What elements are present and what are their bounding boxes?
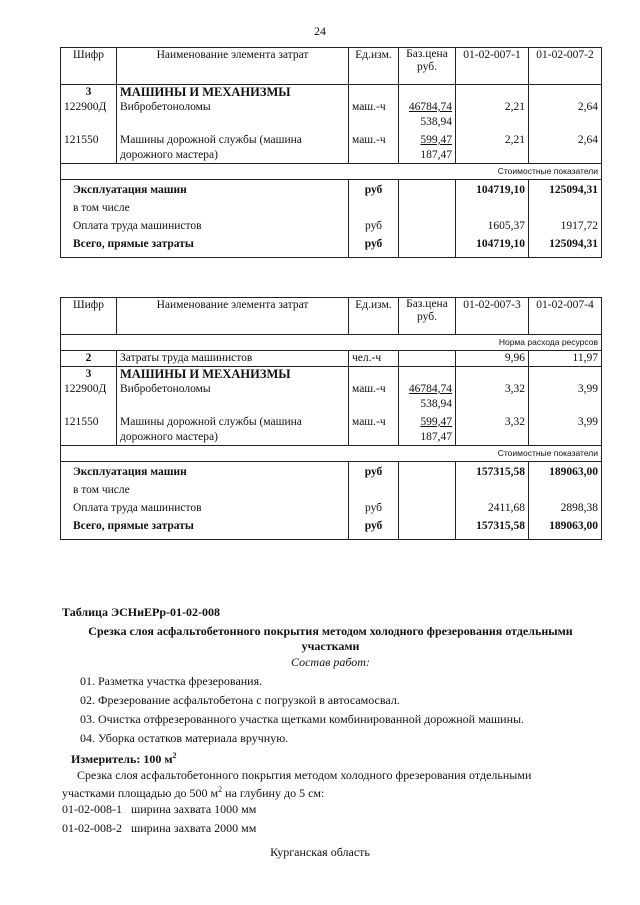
row-value-2: 2,64 — [529, 100, 602, 130]
section-title: МАШИНЫ И МЕХАНИЗМЫ — [117, 85, 349, 101]
cost-value-1: 2411,68 — [456, 498, 529, 516]
row-unit: маш.-ч — [349, 382, 399, 412]
cost-row — [61, 216, 602, 234]
row-value-2: 11,97 — [529, 351, 602, 367]
section-number: 3 — [61, 367, 117, 383]
norm-caption: Норма расхода ресурсов — [61, 335, 602, 351]
header-col1: 01-02-007-3 — [456, 298, 529, 335]
header-base-price: Баз.цена руб. — [399, 298, 456, 335]
header-base-price: Баз.цена руб. — [399, 48, 456, 85]
header-code: Шифр — [61, 48, 117, 85]
section-row — [61, 367, 602, 383]
price-bottom: 187,47 — [420, 149, 452, 161]
row-value-1: 2,21 — [456, 130, 529, 164]
cost-caption: Стоимостные показатели — [61, 446, 602, 462]
cost-caption-row — [61, 164, 602, 180]
table-label: Таблица ЭСНиЕРр-01-02-008 — [62, 605, 221, 619]
cost-row — [61, 516, 602, 540]
cost-row — [61, 462, 602, 481]
price-top: 599,47 — [420, 416, 452, 428]
section-title-line-1: Срезка слоя асфальтобетонного покрытия методом холодного фрезерования отдельными — [88, 624, 573, 638]
cost-value-2: 125094,31 — [529, 180, 602, 199]
cost-value-1: 104719,10 — [456, 234, 529, 258]
cost-value-2: 1917,72 — [529, 216, 602, 234]
cost-name: Всего, прямые затраты — [61, 516, 349, 540]
variant-text: ширина захвата 1000 мм — [131, 802, 257, 816]
price-top: 599,47 — [420, 134, 452, 146]
footer-region: Курганская область — [270, 845, 370, 859]
resource-table-1 — [60, 47, 602, 258]
cost-row — [61, 180, 602, 199]
cost-unit: руб — [349, 498, 399, 516]
cost-name: в том числе — [61, 480, 349, 498]
price-bottom: 538,94 — [420, 398, 452, 410]
row-code: 122900Д — [61, 100, 117, 130]
work-item: 04. Уборка остатков материала вручную. — [80, 731, 289, 745]
page-number: 24 — [314, 24, 326, 38]
header-unit: Ед.изм. — [349, 298, 399, 335]
row-name: Вибробетоноломы — [117, 382, 349, 412]
work-item: 02. Фрезерование асфальтобетона с погрузкой в автосамосвал. — [80, 693, 400, 707]
variant-row — [62, 801, 256, 817]
cost-unit: руб — [349, 234, 399, 258]
variant-text: ширина захвата 2000 мм — [131, 821, 257, 835]
row-name: Машины дорожной службы (машина дорожного мастера) — [117, 130, 349, 164]
table-header-row — [61, 48, 602, 85]
header-col2: 01-02-007-2 — [529, 48, 602, 85]
resource-table-2 — [60, 297, 602, 540]
cost-name: Оплата труда машинистов — [61, 216, 349, 234]
table-row — [61, 100, 602, 130]
cost-value-2: 189063,00 — [529, 516, 602, 540]
row-unit: чел.-ч — [349, 351, 399, 367]
description-line-1: Срезка слоя асфальтобетонного покрытия методом холодного фрезерования отдельными — [77, 768, 532, 782]
cost-row — [61, 234, 602, 258]
section-title: МАШИНЫ И МЕХАНИЗМЫ — [117, 367, 349, 383]
price-bottom: 187,47 — [420, 431, 452, 443]
row-name: Вибробетоноломы — [117, 100, 349, 130]
variant-code: 01-02-008-2 — [62, 821, 122, 835]
table-row — [61, 130, 602, 164]
row-name: Затраты труда машинистов — [117, 351, 349, 367]
header-col2: 01-02-007-4 — [529, 298, 602, 335]
cost-row — [61, 480, 602, 498]
row-code: 2 — [61, 351, 117, 367]
row-value-1: 9,96 — [456, 351, 529, 367]
cost-value-1: 157315,58 — [456, 516, 529, 540]
table-header-row — [61, 298, 602, 335]
table-row — [61, 382, 602, 412]
row-unit: маш.-ч — [349, 100, 399, 130]
variant-code: 01-02-008-1 — [62, 802, 122, 816]
work-item: 01. Разметка участка фрезерования. — [80, 674, 263, 688]
row-code: 121550 — [61, 412, 117, 446]
price-top: 46784,74 — [408, 383, 452, 395]
cost-caption-row — [61, 446, 602, 462]
header-name: Наименование элемента затрат — [117, 48, 349, 85]
cost-unit: руб — [349, 462, 399, 481]
cost-name: Всего, прямые затраты — [61, 234, 349, 258]
cost-name: Оплата труда машинистов — [61, 498, 349, 516]
row-value-1: 2,21 — [456, 100, 529, 130]
cost-value-1: 1605,37 — [456, 216, 529, 234]
header-name: Наименование элемента затрат — [117, 298, 349, 335]
norm-caption-row — [61, 335, 602, 351]
work-composition-heading: Состав работ: — [291, 655, 370, 669]
header-col1: 01-02-007-1 — [456, 48, 529, 85]
section-row — [61, 85, 602, 101]
cost-unit: руб — [349, 516, 399, 540]
cost-value-2: 125094,31 — [529, 234, 602, 258]
row-unit: маш.-ч — [349, 130, 399, 164]
row-value-2: 3,99 — [529, 412, 602, 446]
cost-unit: руб — [349, 180, 399, 199]
cost-name: в том числе — [61, 198, 349, 216]
price-bottom: 538,94 — [420, 116, 452, 128]
row-value-2: 3,99 — [529, 382, 602, 412]
cost-value-2: 2898,38 — [529, 498, 602, 516]
cost-value-1: 157315,58 — [456, 462, 529, 481]
section-number: 3 — [61, 85, 117, 101]
price-top: 46784,74 — [408, 101, 452, 113]
description-line-2: участками площадью до 500 $м^2$ на глубину до 5 см: — [62, 785, 325, 800]
meter-label: Измеритель: 100 $м^2$ — [71, 751, 177, 766]
row-value-1: 3,32 — [456, 382, 529, 412]
row-value-2: 2,64 — [529, 130, 602, 164]
cost-caption: Стоимостные показатели — [61, 164, 602, 180]
row-unit: маш.-ч — [349, 412, 399, 446]
cost-row — [61, 498, 602, 516]
cost-name: Эксплуатация машин — [61, 180, 349, 199]
work-item: 03. Очистка отфрезерованного участка щетками комбинированной дорожной машины. — [80, 712, 525, 726]
section-title-line-2: участками — [301, 639, 360, 653]
row-code: 122900Д — [61, 382, 117, 412]
cost-value-1: 104719,10 — [456, 180, 529, 199]
cost-row — [61, 198, 602, 216]
header-code: Шифр — [61, 298, 117, 335]
cost-name: Эксплуатация машин — [61, 462, 349, 481]
header-unit: Ед.изм. — [349, 48, 399, 85]
cost-unit: руб — [349, 216, 399, 234]
row-code: 121550 — [61, 130, 117, 164]
variant-row — [62, 820, 256, 836]
labor-row — [61, 351, 602, 367]
row-value-1: 3,32 — [456, 412, 529, 446]
table-row — [61, 412, 602, 446]
row-name: Машины дорожной службы (машина дорожного мастера) — [117, 412, 349, 446]
cost-value-2: 189063,00 — [529, 462, 602, 481]
